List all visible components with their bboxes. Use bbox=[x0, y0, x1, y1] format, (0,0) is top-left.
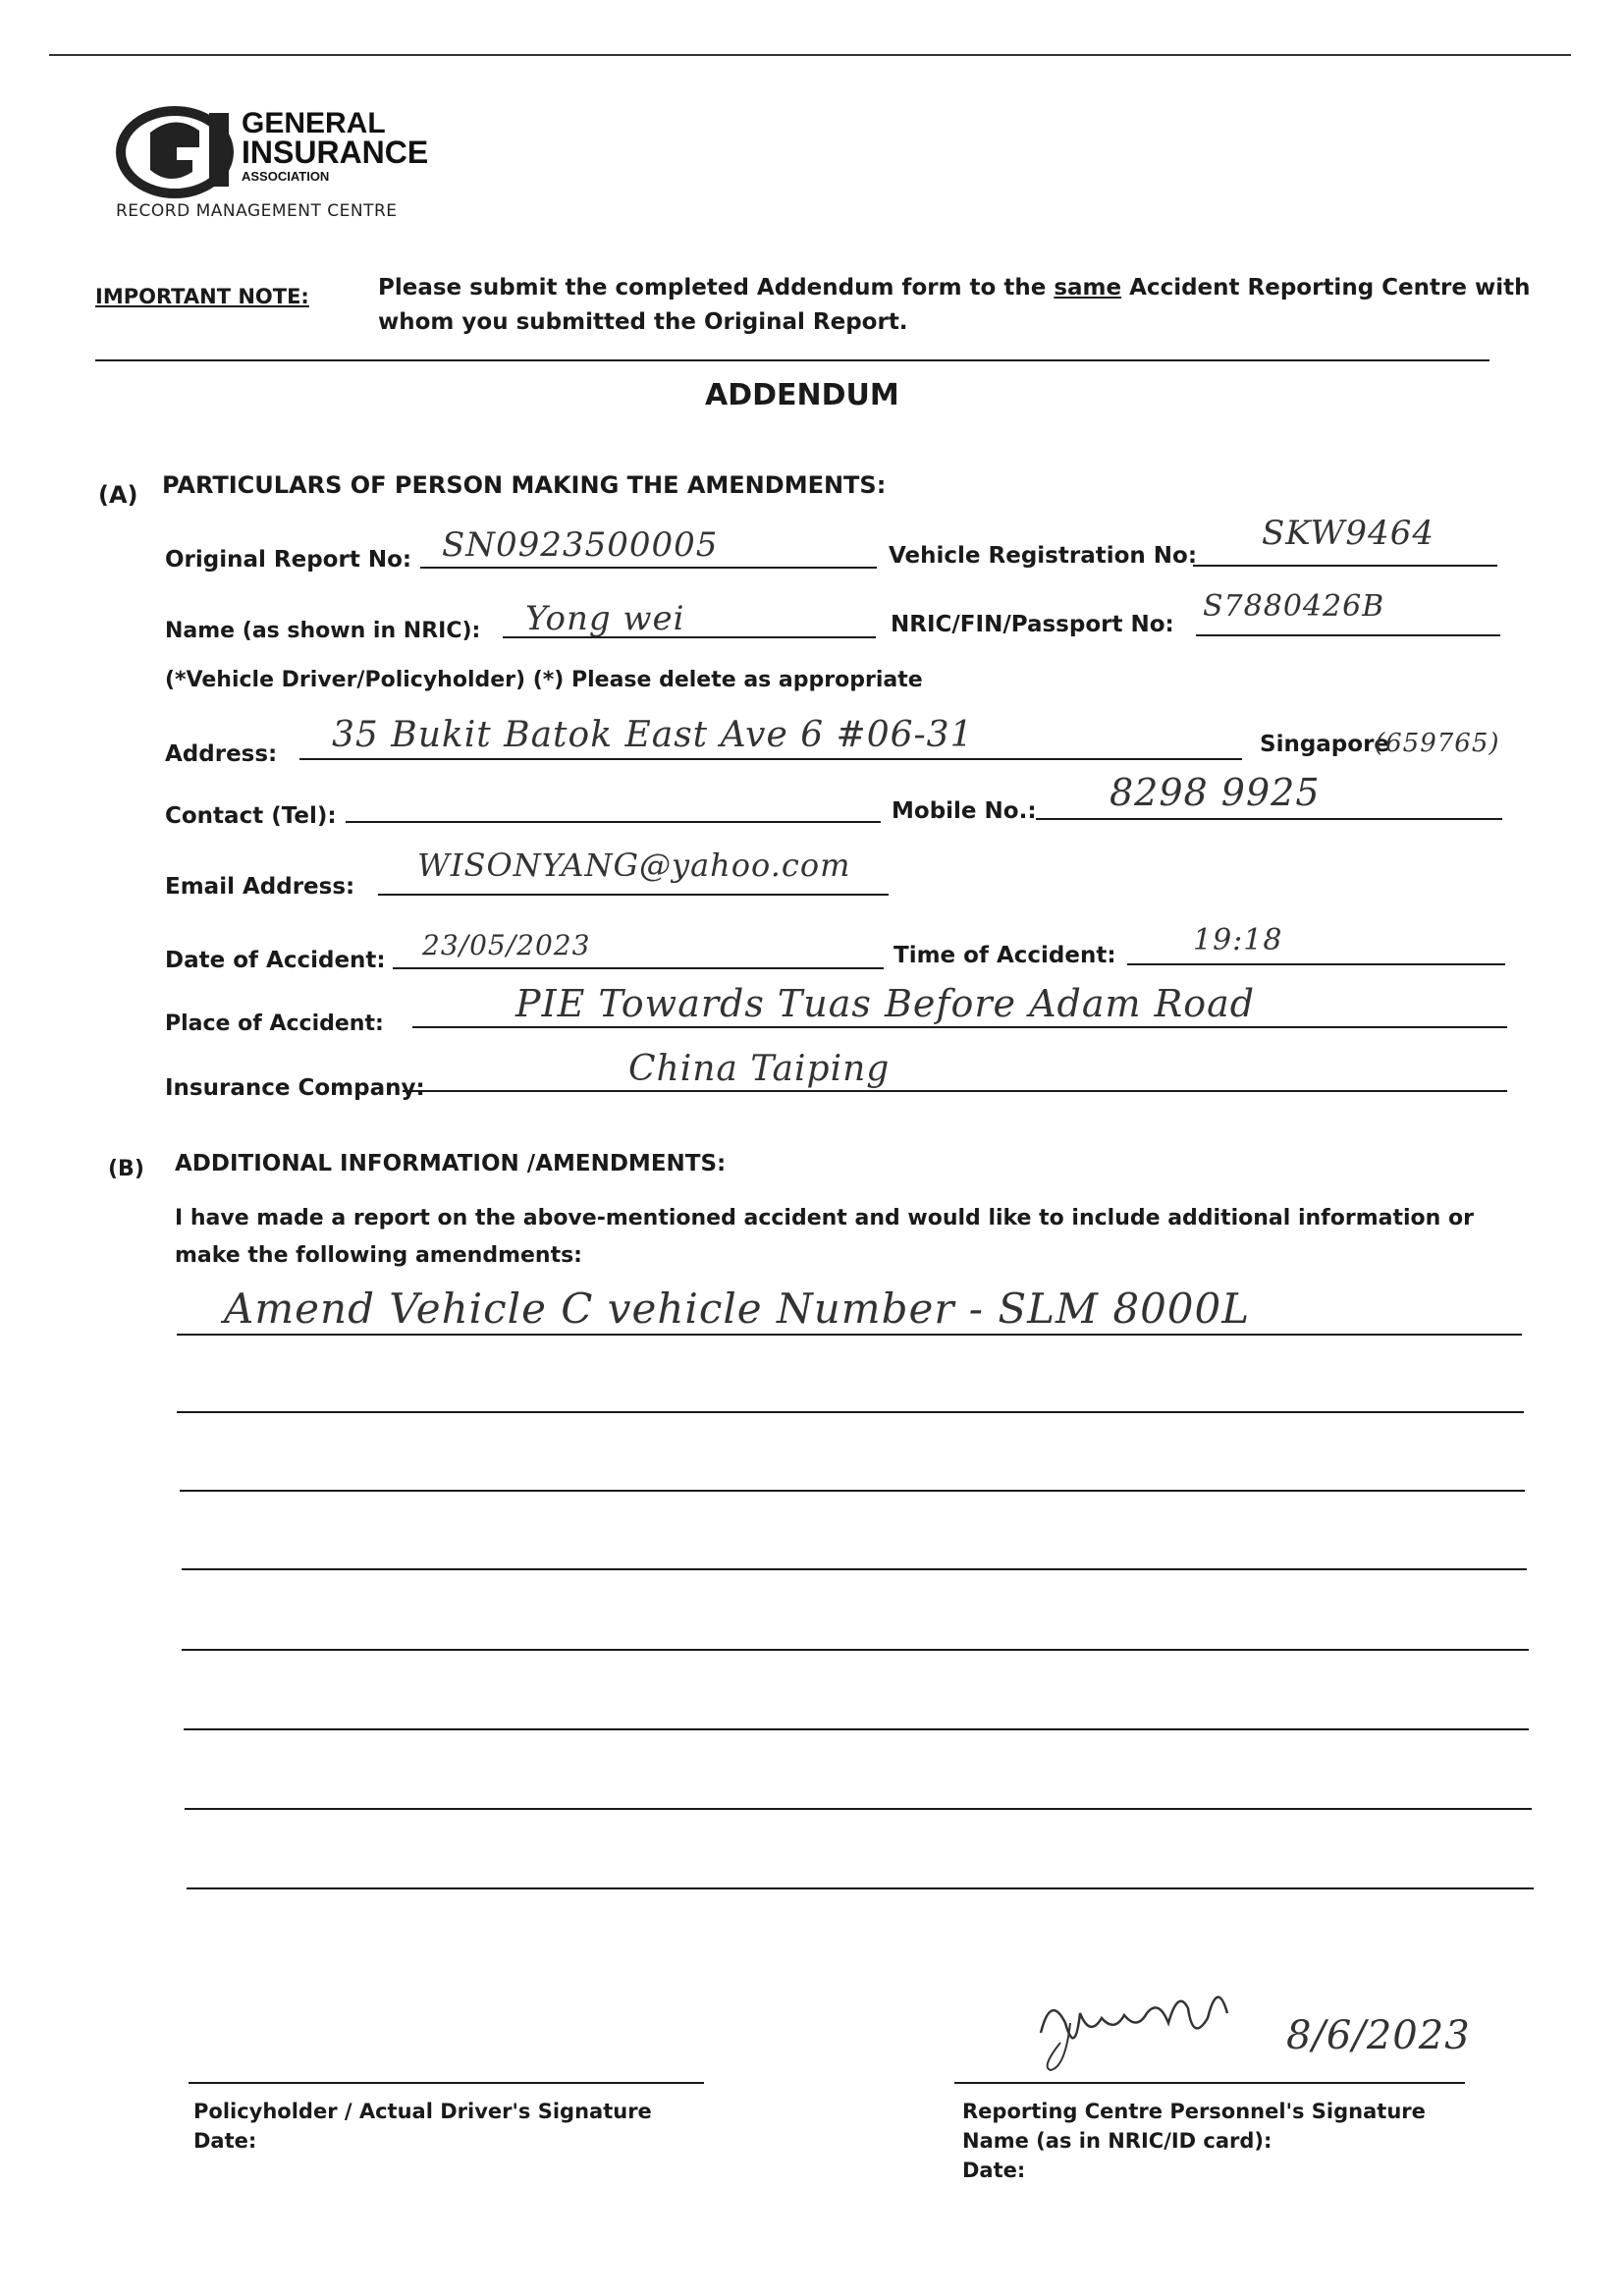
section-b-intro-line1: I have made a report on the above-mentioned accident and would like to include additional information or bbox=[175, 1206, 1474, 1230]
address-label: Address: bbox=[165, 741, 278, 767]
note-text-before: Please submit the completed Addendum form to the bbox=[378, 275, 1055, 301]
right-signature-label: Reporting Centre Personnel's Signature bbox=[962, 2100, 1426, 2123]
logo-subtitle: RECORD MANAGEMENT CENTRE bbox=[116, 201, 398, 221]
amendment-line-5 bbox=[182, 1649, 1529, 1651]
handwritten-date: 8/6/2023 bbox=[1286, 2013, 1471, 2058]
amendment-line-6 bbox=[184, 1728, 1529, 1730]
time-of-accident-label: Time of Accident: bbox=[893, 943, 1116, 968]
section-a-marker: (A) bbox=[98, 481, 138, 509]
important-note-label: IMPORTANT NOTE: bbox=[95, 285, 309, 308]
contact-line bbox=[346, 821, 881, 823]
note-divider bbox=[95, 359, 1489, 361]
date-of-accident-line bbox=[393, 967, 884, 969]
role-note: (*Vehicle Driver/Policyholder) (*) Please delete as appropriate bbox=[165, 668, 923, 692]
amendment-line-2 bbox=[177, 1411, 1524, 1413]
section-a-heading: PARTICULARS OF PERSON MAKING THE AMENDMENTS: bbox=[162, 471, 887, 499]
logo-line3: ASSOCIATION bbox=[242, 169, 330, 184]
section-b-marker: (B) bbox=[108, 1157, 144, 1181]
page-title: ADDENDUM bbox=[705, 378, 899, 412]
time-of-accident-line bbox=[1127, 963, 1505, 965]
left-date-label: Date: bbox=[193, 2129, 257, 2153]
email-label: Email Address: bbox=[165, 874, 355, 900]
amendment-line-7 bbox=[185, 1808, 1532, 1810]
address-line bbox=[299, 758, 1242, 760]
name-label: Name (as shown in NRIC): bbox=[165, 619, 481, 643]
handwritten-signature bbox=[1021, 1974, 1257, 2072]
logo-line2: INSURANCE bbox=[242, 135, 429, 170]
mobile-line bbox=[1036, 818, 1502, 820]
original-report-label: Original Report No: bbox=[165, 547, 412, 573]
left-signature-line bbox=[189, 2082, 704, 2084]
gia-emblem-icon bbox=[116, 103, 244, 201]
nric-value[interactable]: S7880426B bbox=[1203, 589, 1385, 624]
right-date-label: Date: bbox=[962, 2159, 1026, 2182]
date-of-accident-label: Date of Accident: bbox=[165, 948, 386, 973]
original-report-value[interactable]: SN0923500005 bbox=[442, 525, 719, 565]
left-signature-label: Policyholder / Actual Driver's Signature bbox=[193, 2100, 652, 2123]
note-text-after: Accident Reporting Centre with bbox=[1121, 275, 1531, 301]
nric-label: NRIC/FIN/Passport No: bbox=[891, 612, 1174, 637]
mobile-label: Mobile No.: bbox=[892, 798, 1037, 824]
place-of-accident-line bbox=[412, 1026, 1507, 1028]
amendment-text-1[interactable]: Amend Vehicle C vehicle Number - SLM 8000L bbox=[224, 1285, 1251, 1333]
important-note-line2: whom you submitted the Original Report. bbox=[378, 309, 908, 335]
amendment-line-3 bbox=[180, 1490, 1525, 1492]
section-b-heading: ADDITIONAL INFORMATION /AMENDMENTS: bbox=[175, 1151, 727, 1176]
insurance-company-value[interactable]: China Taiping bbox=[628, 1049, 891, 1089]
contact-label: Contact (Tel): bbox=[165, 803, 337, 829]
amendment-line-1 bbox=[177, 1334, 1522, 1336]
insurance-company-label: Insurance Company: bbox=[165, 1075, 425, 1101]
amendment-line-8 bbox=[187, 1887, 1534, 1889]
amendment-line-4 bbox=[182, 1568, 1527, 1570]
email-value[interactable]: WISONYANG@yahoo.com bbox=[417, 847, 851, 884]
note-emphasis: same bbox=[1054, 275, 1122, 301]
nric-line bbox=[1196, 634, 1500, 636]
vehicle-reg-label: Vehicle Registration No: bbox=[889, 543, 1198, 569]
name-value[interactable]: Yong wei bbox=[525, 599, 685, 638]
right-signature-line bbox=[954, 2082, 1465, 2084]
place-of-accident-label: Place of Accident: bbox=[165, 1011, 384, 1036]
mobile-value[interactable]: 8298 9925 bbox=[1110, 771, 1321, 814]
date-of-accident-value[interactable]: 23/05/2023 bbox=[422, 929, 591, 961]
right-name-label: Name (as in NRIC/ID card): bbox=[962, 2129, 1272, 2153]
postal-value[interactable]: (659765) bbox=[1375, 729, 1500, 758]
singapore-label: Singapore bbox=[1260, 732, 1390, 757]
email-line bbox=[378, 894, 889, 896]
top-rule bbox=[49, 54, 1571, 56]
time-of-accident-value[interactable]: 19:18 bbox=[1193, 923, 1283, 957]
original-report-line bbox=[420, 567, 877, 569]
address-value[interactable]: 35 Bukit Batok East Ave 6 #06-31 bbox=[332, 715, 974, 755]
logo-line1: GENERAL bbox=[242, 107, 386, 139]
insurance-company-line bbox=[403, 1090, 1507, 1092]
section-b-intro-line2: make the following amendments: bbox=[175, 1243, 582, 1268]
important-note-text bbox=[378, 275, 1530, 301]
vehicle-reg-line bbox=[1193, 565, 1497, 567]
vehicle-reg-value[interactable]: SKW9464 bbox=[1262, 514, 1435, 553]
place-of-accident-value[interactable]: PIE Towards Tuas Before Adam Road bbox=[515, 982, 1256, 1025]
